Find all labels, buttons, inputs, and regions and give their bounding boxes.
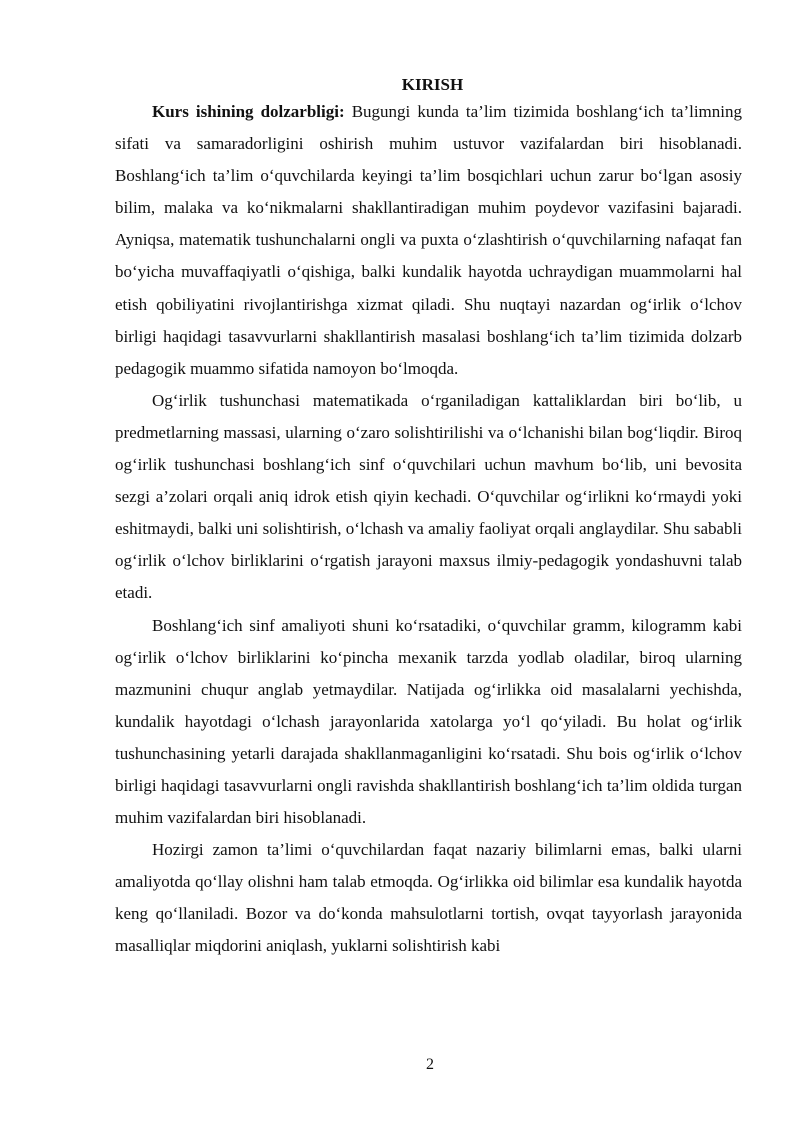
page-number: 2 [426,1056,434,1073]
document-page [115,74,742,963]
paragraph-practice: Boshlang‘ich sinf amaliyoti shuni ko‘rsatadiki, o‘quvchilar gramm, kilogramm kabi og‘irlik o‘lchov birliklarini ko‘pincha mexanik tarzda yodlab oladilar, biroq ularning mazmunini chuqur anglab yetmaydilar. Natijada og‘irlikka oid masalalarni yechishda, kundalik hayotdagi o‘lchash jarayonlarida xatolarga yo‘l qo‘yiladi. Bu holat og‘irlik tushunchasining yetarli darajada shakllanmaganligini ko‘rsatadi. Shu bois og‘irlik o‘lchov birligi haqidagi tasavvurlarni ongli ravishda shakllantirish boshlang‘ich ta’lim oldida turgan muhim vazifalardan biri hisoblanadi. [115,615,742,828]
relevance-label: Kurs ishining dolzarbligi: [152,102,345,121]
page-title: KIRISH [401,75,464,94]
paragraph-text: Bugungi kunda ta’lim tizimida boshlang‘ich ta’limning sifati va samaradorligini oshirish muhim ustuvor vazifalardan biri hisoblanadi. Boshlang‘ich ta’lim o‘quvchilarda keyingi ta’lim bosqichlari uchun zarur bo‘lgan asosiy bilim, malaka va ko‘nikmalarni shakllantiradigan muhim poydevor vazifasini bajaradi. Ayniqsa, matematik tushunchalarni ongli va puxta o‘zlashtirish o‘quvchilarning nafaqat fan bo‘yicha muvaffaqiyatli o‘qishiga, balki kundalik hayotda uchraydigan muammolarni hal etish qobiliyatini rivojlantirishga xizmat qiladi. Shu nuqtayi nazardan og‘irlik o‘lchov birligi haqidagi tasavvurlarni shakllantirish masalasi boshlang‘ich ta’lim tizimida dolzarb pedagogik muammo sifatida namoyon bo‘lmoqda. [115,102,742,378]
paragraph-modern-education: Hozirgi zamon ta’limi o‘quvchilardan faqat nazariy bilimlarni emas, balki ularni amaliyotda qo‘llay olishni ham talab etmoqda. Og‘irlikka oid bilimlar esa kundalik hayotda keng qo‘llaniladi. Bozor va do‘konda mahsulotlarni tortish, ovqat tayyorlash jarayonida masalliqlar miqdorini aniqlash, yuklarni solishtirish kabi [115,840,742,956]
paragraph-weight-concept: Og‘irlik tushunchasi matematikada o‘rganiladigan kattaliklardan biri bo‘lib, u predmetlarning massasi, ularning o‘zaro solishtirilishi va o‘lchanishi bilan bog‘liqdir. Biroq og‘irlik tushunchasi boshlang‘ich sinf o‘quvchilari uchun mavhum bo‘lib, uni bevosita sezgi a’zolari orqali aniq idrok etish qiyin kechadi. O‘quvchilar og‘irlikni ko‘rmaydi yoki eshitmaydi, balki uni solishtirish, o‘lchash va amaliy faoliyat orqali anglaydilar. Shu sababli og‘irlik o‘lchov birliklarini o‘rgatish jarayoni maxsus ilmiy-pedagogik yondashuvni talab etadi. [115,390,742,603]
paragraph-relevance [115,96,742,385]
